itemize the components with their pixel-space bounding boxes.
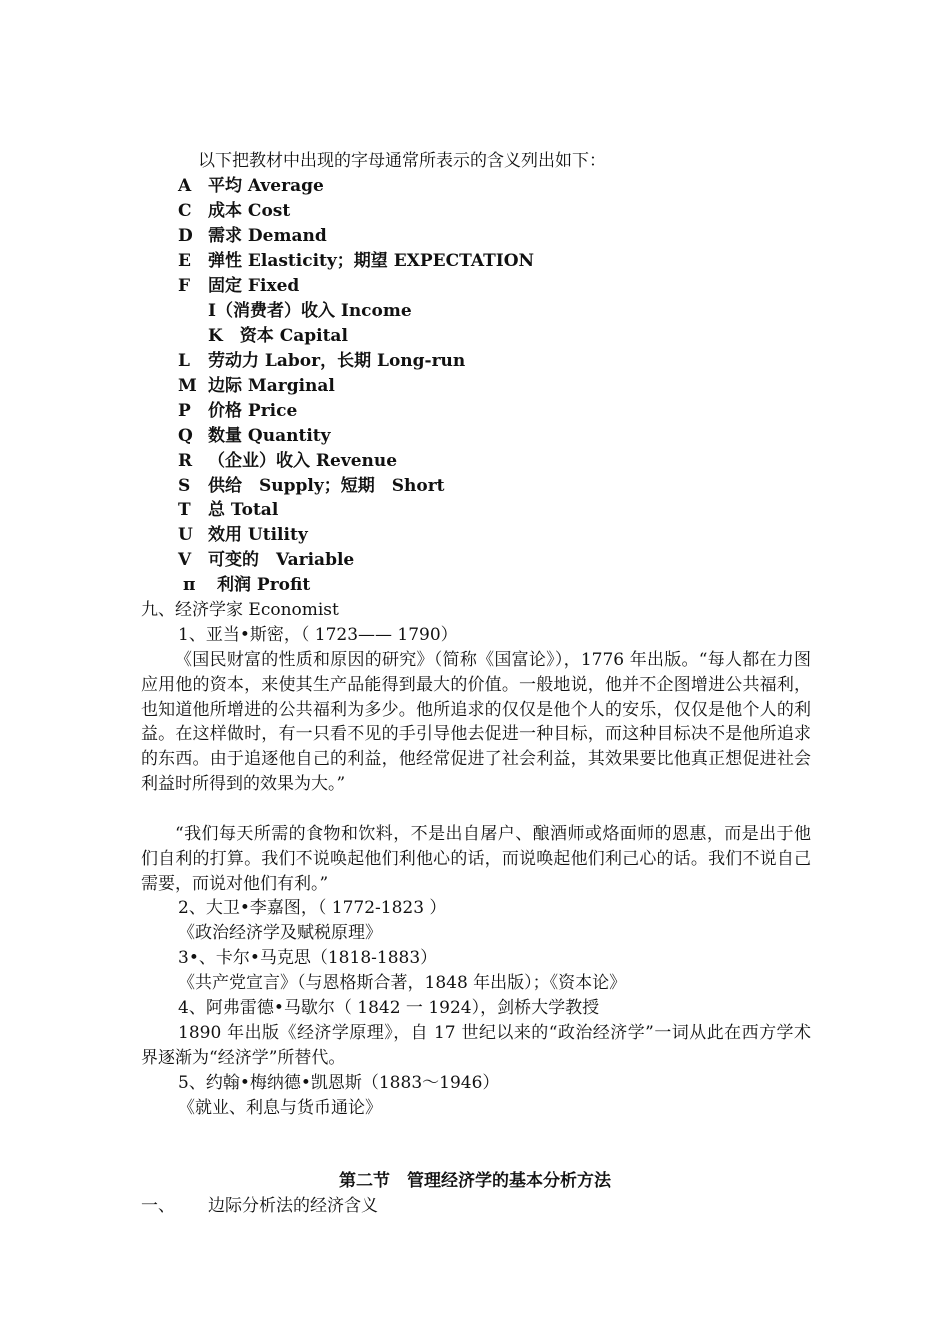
book-title: 《就业、利息与货币通论》 xyxy=(178,1098,382,1118)
term-letter: C xyxy=(178,201,192,221)
term-meaning: 利润 Profit xyxy=(217,575,311,595)
list-item-text: 边际分析法的经济含义 xyxy=(208,1196,378,1216)
term-item xyxy=(178,449,397,474)
term-meaning: 弹性 Elasticity；期望 EXPECTATION xyxy=(208,251,535,271)
term-item xyxy=(178,174,324,199)
term-item xyxy=(178,399,297,424)
term-letter: π xyxy=(183,575,196,595)
term-meaning: 需求 Demand xyxy=(208,226,327,246)
economist-title: 5、约翰•梅纳德•凯恩斯（1883～1946） xyxy=(178,1073,500,1093)
term-item xyxy=(183,573,310,598)
term-meaning: I（消费者）收入 Income xyxy=(208,301,412,321)
intro-text: 以下把教材中出现的字母通常所表示的含义列出如下： xyxy=(198,151,606,171)
paragraph: “我们每天所需的食物和饮料，不是出自屠户、酿酒师或烙面师的恩惠，而是出于他们自利的打算。我们不说唤起他们利他心的话，而说唤起他们利己心的话。我们不说自己需要，而说对他们有利。” xyxy=(141,824,811,894)
term-letter: E xyxy=(178,251,191,271)
paragraph: 1890 年出版《经济学原理》，自 17 世纪以来的“政治经济学”一词从此在西方学术界逐渐为“经济学”所替代。 xyxy=(141,1023,811,1068)
book-title: 《共产党宣言》（与恩格斯合著，1848 年出版）；《资本论》 xyxy=(178,973,627,993)
term-meaning: 效用 Utility xyxy=(208,525,308,545)
term-letter: A xyxy=(178,176,192,196)
term-meaning: K 资本 Capital xyxy=(208,326,348,346)
term-item xyxy=(178,274,299,299)
section-heading: 九、经济学家 Economist xyxy=(141,600,339,620)
term-item xyxy=(178,349,465,374)
term-letter: U xyxy=(178,525,193,545)
term-letter: M xyxy=(178,376,197,396)
term-item xyxy=(208,324,348,349)
list-number: 一、 xyxy=(141,1196,175,1216)
section-title: 第二节 管理经济学的基本分析方法 xyxy=(339,1171,611,1191)
term-meaning: 成本 Cost xyxy=(208,201,291,221)
term-item xyxy=(178,374,335,399)
term-letter: D xyxy=(178,226,193,246)
term-item xyxy=(178,498,278,523)
term-letter: F xyxy=(178,276,191,296)
term-item xyxy=(178,523,308,548)
economist-title: 4、阿弗雷德•马歇尔（ 1842 一 1924），剑桥大学教授 xyxy=(178,998,600,1018)
term-letter: V xyxy=(178,550,192,570)
term-item xyxy=(208,299,412,324)
term-meaning: 数量 Quantity xyxy=(208,426,331,446)
term-letter: L xyxy=(178,351,190,371)
term-meaning: （企业）收入 Revenue xyxy=(208,451,398,471)
term-meaning: 固定 Fixed xyxy=(208,276,300,296)
term-letter: T xyxy=(178,500,191,520)
term-meaning: 平均 Average xyxy=(208,176,324,196)
term-meaning: 劳动力 Labor，长期 Long-run xyxy=(208,351,466,371)
economist-title: 1、亚当•斯密，（ 1723—— 1790） xyxy=(178,625,458,645)
term-meaning: 边际 Marginal xyxy=(208,376,335,396)
term-item xyxy=(178,224,327,249)
term-item xyxy=(178,474,445,499)
term-item xyxy=(178,199,290,224)
term-meaning: 供给 Supply；短期 Short xyxy=(208,476,445,496)
term-meaning: 价格 Price xyxy=(208,401,298,421)
term-meaning: 可变的 Variable xyxy=(208,550,355,570)
term-letter: R xyxy=(178,451,193,471)
term-letter: Q xyxy=(178,426,193,446)
economist-title: 3•、卡尔•马克思（1818-1883） xyxy=(178,948,438,968)
term-letter: P xyxy=(178,401,191,421)
term-letter: S xyxy=(178,476,191,496)
paragraph: 《国民财富的性质和原因的研究》（简称《国富论》），1776 年出版。“每人都在力图应用他的资本，来使其生产品能得到最大的价值。一般地说，他并不企图增进公共福利，也知道他所增进的公共福利为多少。他所追求的仅仅是他个人的安乐，仅仅是他个人的利益。在这样做时，有一只看不见的手引导他去促进一种目标，而这种目标决不是他所追求的东西。由于追逐他自己的利益，他经常促进了社会利益，其效果要比他真正想促进社会利益时所得到的效果为大。” xyxy=(141,650,811,794)
book-title: 《政治经济学及赋税原理》 xyxy=(178,923,382,943)
term-item xyxy=(178,249,534,274)
term-item xyxy=(178,424,331,449)
term-item xyxy=(178,548,354,573)
economist-title: 2、大卫•李嘉图，（ 1772-1823 ） xyxy=(178,898,447,918)
term-meaning: 总 Total xyxy=(208,500,279,520)
